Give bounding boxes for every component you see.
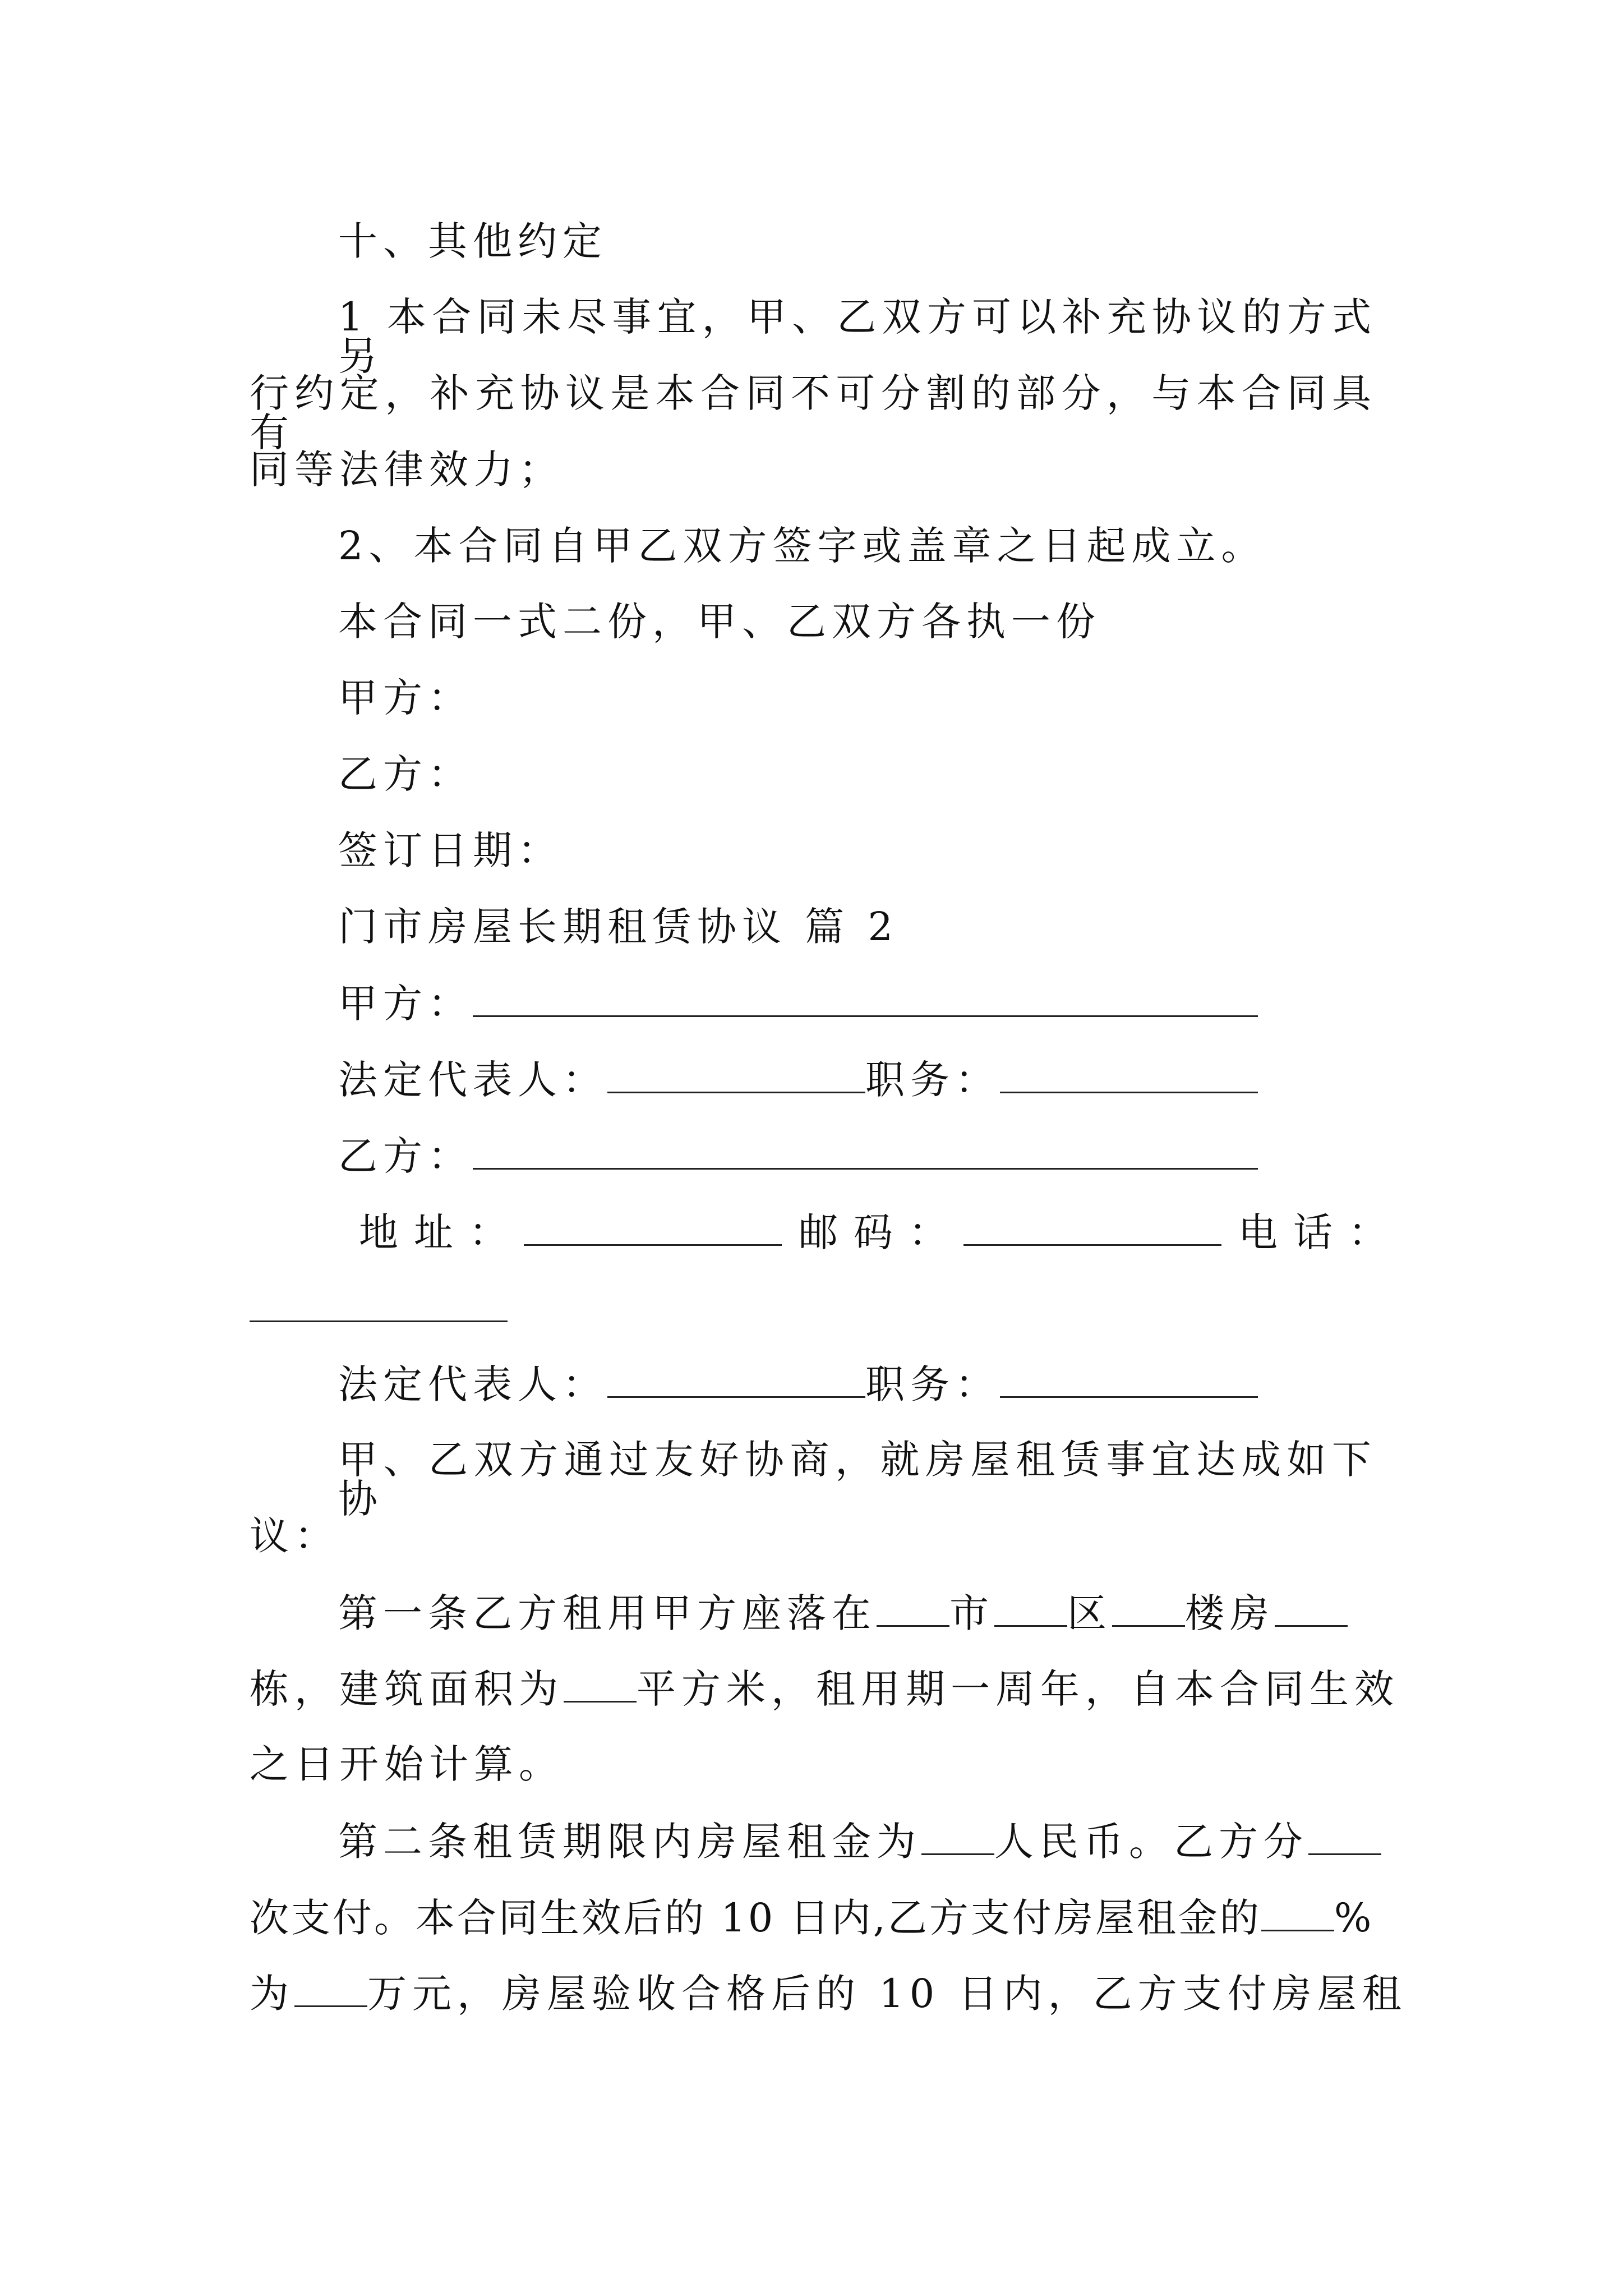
blank-line	[877, 1593, 949, 1627]
blank-line	[524, 1212, 782, 1246]
paragraph-line: 行约定，补充协议是本合同不可分割的部分，与本合同具有	[250, 370, 1377, 455]
representative-label: 法定代表人：	[338, 1361, 607, 1407]
blank-line	[607, 1364, 865, 1398]
clause-text: 区	[1067, 1590, 1112, 1636]
section-heading: 十、其他约定	[338, 218, 607, 264]
representative-row	[338, 1361, 1465, 1407]
party-a-label: 甲方：	[338, 981, 473, 1027]
address-label: 地址：	[359, 1209, 524, 1255]
clause-text: 万元，房屋验收合格后的 10 日内，乙方支付房屋租	[367, 1971, 1407, 2017]
blank-line	[1000, 1364, 1258, 1398]
blank-line	[607, 1059, 865, 1093]
blank-line	[963, 1212, 1221, 1246]
representative-label: 法定代表人：	[338, 1057, 607, 1103]
contact-row-continued	[250, 1288, 1377, 1328]
blank-line	[994, 1593, 1067, 1627]
blank-line	[473, 1135, 1258, 1170]
clause-text: 为	[250, 1971, 294, 2017]
blank-line	[1261, 1897, 1334, 1931]
paragraph-line: 甲、乙双方通过友好协商，就房屋租赁事宜达成如下协	[338, 1437, 1377, 1522]
clause-text: 楼房	[1185, 1590, 1275, 1636]
blank-line	[564, 1668, 637, 1703]
clause-one-line	[250, 1666, 1399, 1712]
paragraph-line: 2、本合同自甲乙双方签字或盖章之日起成立。	[338, 523, 1266, 569]
postcode-label: 邮码：	[799, 1209, 963, 1255]
blank-line	[250, 1288, 508, 1322]
party-a-label: 甲方：	[338, 675, 473, 721]
agreement-title: 门市房屋长期租赁协议 篇 2	[338, 904, 899, 950]
blank-line	[1308, 1821, 1381, 1855]
representative-row	[338, 1057, 1465, 1103]
paragraph-line: 同等法律效力；	[250, 447, 564, 493]
clause-text: 人民币。乙方分	[994, 1819, 1308, 1865]
clause-text: 次支付。本合同生效后的 10 日内,乙方支付房屋租金的	[250, 1895, 1261, 1941]
party-b-label: 乙方：	[338, 751, 473, 797]
clause-two-line	[338, 1819, 1465, 1865]
party-b-row	[338, 1133, 1465, 1179]
contact-row	[359, 1209, 1403, 1255]
clause-text: %	[1334, 1895, 1374, 1941]
paragraph-line: 1 本合同未尽事宜，甲、乙双方可以补充协议的方式另	[338, 294, 1377, 379]
position-label: 职务：	[865, 1361, 1000, 1407]
blank-line	[1112, 1593, 1185, 1627]
blank-line	[921, 1821, 994, 1855]
clause-text: 平方米，租用期一周年，自本合同生效	[637, 1666, 1399, 1712]
blank-line	[1000, 1059, 1258, 1093]
clause-one-line	[338, 1590, 1465, 1636]
blank-line	[294, 1973, 367, 2007]
party-a-row	[338, 981, 1465, 1027]
clause-text: 市	[949, 1590, 994, 1636]
blank-line	[473, 983, 1258, 1017]
blank-line	[1275, 1593, 1348, 1627]
party-b-label: 乙方：	[338, 1133, 473, 1179]
phone-label: 电话：	[1238, 1209, 1403, 1255]
clause-text: 栋，建筑面积为	[250, 1666, 564, 1712]
paragraph-line: 之日开始计算。	[250, 1741, 564, 1787]
paragraph-line: 议：	[250, 1513, 339, 1559]
clause-text: 第一条乙方租用甲方座落在	[338, 1590, 877, 1636]
clause-two-line	[250, 1895, 1377, 1941]
position-label: 职务：	[865, 1057, 1000, 1103]
clause-text: 第二条租赁期限内房屋租金为	[338, 1819, 921, 1865]
sign-date-label: 签订日期：	[338, 827, 562, 873]
paragraph-line: 本合同一式二份，甲、乙双方各执一份	[338, 599, 1101, 645]
clause-two-line	[250, 1971, 1407, 2017]
